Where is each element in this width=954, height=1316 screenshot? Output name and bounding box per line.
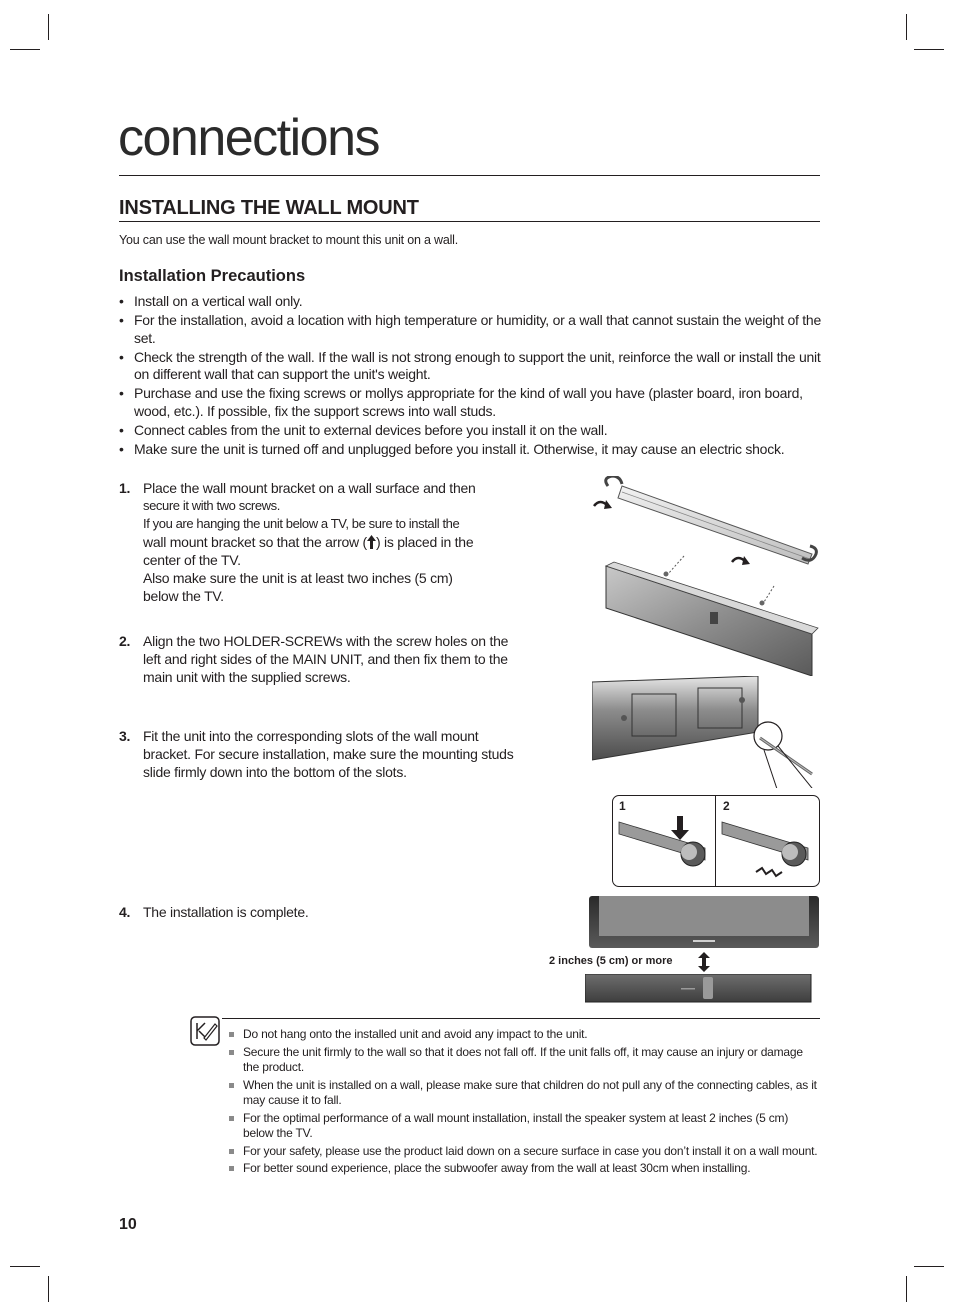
- crop-mark: [10, 1266, 40, 1267]
- slot-detail-box: [612, 795, 820, 887]
- note-item: For the optimal performance of a wall mount installation, install the speaker system at least 2 inches (5 cm) below the TV.: [229, 1111, 821, 1142]
- step-text: If you are hanging the unit below a TV, be sure to install the: [143, 516, 460, 531]
- precautions-title: Installation Precautions: [119, 267, 306, 285]
- step-number: 2.: [119, 633, 131, 649]
- crop-mark: [906, 14, 907, 40]
- precaution-item: • Check the strength of the wall. If the wall is not strong enough to support the unit, reinforce the wall or install the unit on different wall that can support the unit's weight.: [119, 349, 824, 384]
- detail-label-1: 1: [619, 799, 626, 813]
- step-number: 1.: [119, 480, 131, 496]
- page-number: 10: [119, 1216, 137, 1233]
- note-item: When the unit is installed on a wall, please make sure that children do not pull any of the connecting cables, as it may cause it to fall.: [229, 1078, 821, 1109]
- step-1: [119, 479, 519, 605]
- gap-arrow-icon: [698, 952, 710, 972]
- step-3: [119, 727, 519, 781]
- section-title: INSTALLING THE WALL MOUNT: [119, 197, 419, 219]
- slot-lock-illustration: [716, 810, 818, 886]
- chapter-rule: [119, 175, 820, 176]
- step-text: Also make sure the unit is at least two inches (5 cm): [143, 570, 453, 586]
- precaution-item: • Make sure the unit is turned off and unplugged before you install it. Otherwise, it may cause an electric shock.: [119, 441, 824, 459]
- crop-mark: [914, 49, 944, 50]
- step-text: ) is placed in the: [375, 534, 474, 550]
- crop-mark: [48, 1276, 49, 1302]
- slot-insert-illustration: [613, 810, 715, 886]
- crop-mark: [10, 49, 40, 50]
- note-rule: [222, 1018, 820, 1019]
- step-text: center of the TV.: [143, 552, 241, 568]
- notes-list: [229, 1027, 821, 1179]
- note-icon: [190, 1016, 220, 1046]
- arrow-up-icon: [367, 535, 376, 549]
- step-text: wall mount bracket so that the arrow (: [143, 534, 367, 550]
- detail-label-2: 2: [723, 799, 730, 813]
- precaution-item: • For the installation, avoid a location with high temperature or humidity, or a wall that cannot sustain the weight of the set.: [119, 312, 824, 347]
- precaution-item: • Install on a vertical wall only.: [119, 293, 824, 311]
- step-text: secure it with two screws.: [143, 498, 280, 513]
- note-item: For your safety, please use the product laid down on a secure surface in case you don’t install it on a wall mount.: [229, 1144, 821, 1160]
- section-intro: You can use the wall mount bracket to mount this unit on a wall.: [119, 233, 459, 247]
- note-item: Do not hang onto the installed unit and avoid any impact to the unit.: [229, 1027, 821, 1043]
- soundbar-illustration: [585, 974, 813, 1004]
- note-item: For better sound experience, place the subwoofer away from the wall at least 30cm when installing.: [229, 1161, 821, 1177]
- wall-mount-bracket-illustration: [586, 476, 826, 676]
- step-text: below the TV.: [143, 588, 224, 604]
- section-rule: [119, 221, 820, 222]
- precaution-item: • Purchase and use the fixing screws or mollys appropriate for the kind of wall you have (plaster board, iron board, wood, etc.). If possible, fix the support screws into wall studs.: [119, 385, 824, 420]
- chapter-title: connections: [118, 109, 380, 167]
- step-4: [119, 903, 519, 921]
- step-text: Fit the unit into the corresponding slots of the wall mount bracket. For secure installation, make sure the mounting studs slide firmly down into the bottom of the slots.: [143, 728, 514, 780]
- step-number: 3.: [119, 728, 131, 744]
- step-text: Place the wall mount bracket on a wall surface and then: [143, 480, 476, 496]
- step-text: Align the two HOLDER-SCREWs with the screw holes on the left and right sides of the MAIN UNIT, and then fix them to the main unit with the supplied screws.: [143, 633, 509, 685]
- holder-screw-illustration: [592, 676, 822, 788]
- step-2: [119, 632, 519, 686]
- crop-mark: [48, 14, 49, 40]
- tv-illustration: [589, 896, 819, 950]
- crop-mark: [906, 1276, 907, 1302]
- step-number: 4.: [119, 904, 131, 920]
- precaution-item: • Connect cables from the unit to external devices before you install it on the wall.: [119, 422, 824, 440]
- crop-mark: [914, 1266, 944, 1267]
- note-item: Secure the unit firmly to the wall so that it does not fall off. If the unit falls off, it may cause an injury or damage the product.: [229, 1045, 821, 1076]
- step-text: The installation is complete.: [143, 904, 309, 920]
- gap-label: 2 inches (5 cm) or more: [549, 955, 673, 967]
- precautions-list: [119, 293, 824, 460]
